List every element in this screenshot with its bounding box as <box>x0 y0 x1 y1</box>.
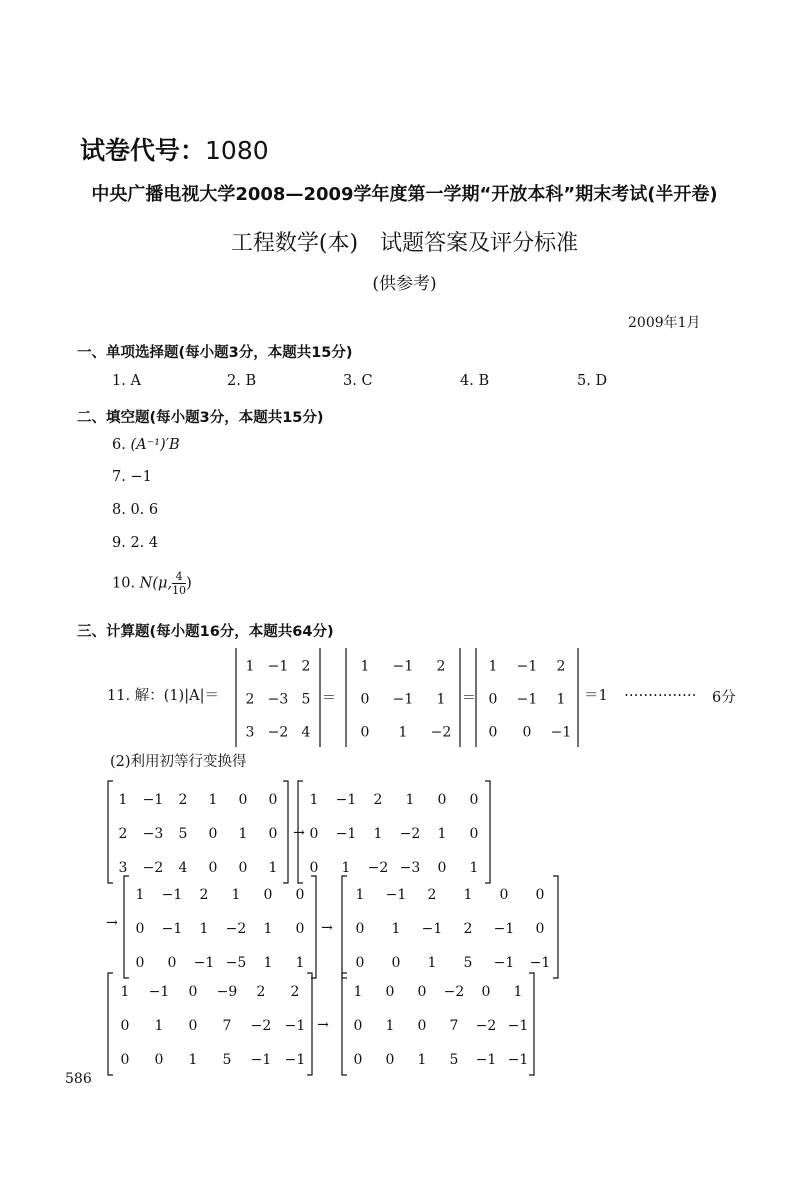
m2-cell-1-4: 1 <box>437 826 447 843</box>
m1-cell-1-5: 0 <box>268 826 278 843</box>
det1-cell-0-2: 2 <box>301 658 311 675</box>
det2-cell-0-0: 1 <box>360 658 370 675</box>
m5-cell-2-3: 5 <box>222 1052 232 1069</box>
part2-text: (2)利用初等行变换得 <box>110 754 247 770</box>
m6-cell-0-2: 0 <box>417 984 427 1001</box>
m5-cell-0-3: −9 <box>216 984 238 1001</box>
m1-cell-2-3: 0 <box>208 860 218 877</box>
exam-code-label: 试卷代号： <box>80 136 206 165</box>
exam-header: 中央广播电视大学2008—2009学年度第一学期“开放本科”期末考试(半开卷) <box>91 184 718 205</box>
m4-cell-0-4: 0 <box>499 887 509 904</box>
det1-cell-1-0: 2 <box>245 691 255 708</box>
det3-cell-2-1: 0 <box>522 724 532 741</box>
m3-cell-0-4: 0 <box>263 887 273 904</box>
score-dots: …………… <box>624 684 697 700</box>
m2-cell-0-5: 0 <box>469 792 479 809</box>
m1-cell-1-0: 2 <box>118 826 128 843</box>
q11-label: 11. 解：(1)|A|＝ <box>107 688 219 704</box>
m2-right-bracket <box>485 781 490 883</box>
m4-cell-1-2: −1 <box>421 921 443 938</box>
m4-cell-2-2: 1 <box>427 955 437 972</box>
m6-cell-1-0: 0 <box>353 1018 363 1035</box>
m6-cell-2-2: 1 <box>417 1052 427 1069</box>
m3-cell-2-1: 0 <box>167 955 177 972</box>
reference-note: (供参考) <box>372 274 437 294</box>
page-number: 586 <box>65 1071 92 1087</box>
m5-cell-1-4: −2 <box>250 1018 272 1035</box>
m5-left-bracket <box>108 973 113 1075</box>
answer-1: 1. A <box>112 373 141 389</box>
equals-sign-1: ＝ <box>322 690 336 707</box>
q10-fraction-denominator: 10 <box>172 584 187 597</box>
det3-cell-1-2: 1 <box>556 691 566 708</box>
m6-cell-0-0: 1 <box>353 984 363 1001</box>
m5-cell-0-0: 1 <box>120 984 130 1001</box>
q10-prefix: N(μ, <box>139 575 173 592</box>
m3-cell-0-1: −1 <box>161 887 183 904</box>
m2-cell-0-3: 1 <box>405 792 415 809</box>
m3-cell-0-2: 2 <box>199 887 209 904</box>
m1-cell-2-4: 0 <box>238 860 248 877</box>
fill-answer-9: 9. 2. 4 <box>112 535 159 551</box>
m4-cell-1-5: 0 <box>535 921 545 938</box>
m4-cell-0-1: −1 <box>385 887 407 904</box>
m3-cell-1-2: 1 <box>199 921 209 938</box>
m5-cell-2-1: 0 <box>154 1052 164 1069</box>
m4-left-bracket <box>342 876 347 978</box>
m1-cell-0-3: 1 <box>208 792 218 809</box>
m6-cell-0-5: 1 <box>513 984 523 1001</box>
m4-cell-1-1: 1 <box>391 921 401 938</box>
m6-cell-2-3: 5 <box>449 1052 459 1069</box>
m3-left-bracket <box>124 876 129 978</box>
m2-cell-2-5: 1 <box>469 860 479 877</box>
m2-cell-2-3: −3 <box>399 860 421 877</box>
m6-cell-1-1: 1 <box>385 1018 395 1035</box>
det1-cell-0-1: −1 <box>267 658 289 675</box>
m5-cell-2-0: 0 <box>120 1052 130 1069</box>
det2-cell-2-0: 0 <box>360 724 370 741</box>
m6-cell-2-0: 0 <box>353 1052 363 1069</box>
det2-cell-0-2: 2 <box>436 658 446 675</box>
m2-cell-1-2: 1 <box>373 826 383 843</box>
m2-cell-2-0: 0 <box>309 860 319 877</box>
m4-cell-0-3: 1 <box>463 887 473 904</box>
section3-title: 三、计算题(每小题16分，本题共64分) <box>77 624 334 640</box>
m2-cell-0-2: 2 <box>373 792 383 809</box>
m5-cell-2-2: 1 <box>188 1052 198 1069</box>
det1-cell-1-2: 5 <box>301 691 311 708</box>
answer-2: 2. B <box>227 373 257 389</box>
m4-cell-2-1: 0 <box>391 955 401 972</box>
det-result: ＝1 <box>584 688 608 704</box>
m6-cell-2-4: −1 <box>475 1052 497 1069</box>
m1-cell-2-5: 1 <box>268 860 278 877</box>
m1-cell-2-1: −2 <box>142 860 164 877</box>
m4-cell-2-5: −1 <box>529 955 551 972</box>
m6-cell-1-3: 7 <box>449 1018 459 1035</box>
m6-cell-0-4: 0 <box>481 984 491 1001</box>
m2-cell-0-0: 1 <box>309 792 319 809</box>
m5-cell-0-5: 2 <box>290 984 300 1001</box>
det3-cell-1-1: −1 <box>516 691 538 708</box>
m6-cell-0-3: −2 <box>443 984 465 1001</box>
m4-cell-1-4: −1 <box>493 921 515 938</box>
det1-cell-2-1: −2 <box>267 724 289 741</box>
m2-cell-1-1: −1 <box>335 826 357 843</box>
m5-cell-0-2: 0 <box>188 984 198 1001</box>
m1-cell-1-3: 0 <box>208 826 218 843</box>
m4-cell-1-3: 2 <box>463 921 473 938</box>
det2-cell-1-1: −1 <box>392 691 414 708</box>
m3-cell-1-1: −1 <box>161 921 183 938</box>
equals-sign-2: ＝ <box>462 690 476 707</box>
subject-title: 工程数学(本) 试题答案及评分标准 <box>230 231 579 256</box>
det1-cell-0-0: 1 <box>245 658 255 675</box>
m1-cell-0-1: −1 <box>142 792 164 809</box>
arrow-3: → <box>321 920 333 936</box>
m4-cell-2-4: −1 <box>493 955 515 972</box>
m5-cell-1-2: 0 <box>188 1018 198 1035</box>
m4-cell-0-2: 2 <box>427 887 437 904</box>
det3-cell-2-0: 0 <box>488 724 498 741</box>
det2-cell-2-1: 1 <box>398 724 408 741</box>
m5-cell-0-1: −1 <box>148 984 170 1001</box>
det1-cell-2-0: 3 <box>245 724 255 741</box>
m6-cell-1-2: 0 <box>417 1018 427 1035</box>
m6-left-bracket <box>342 973 347 1075</box>
det3-cell-0-1: −1 <box>516 658 538 675</box>
answer-4: 4. B <box>460 373 490 389</box>
m2-cell-0-4: 0 <box>437 792 447 809</box>
exam-code-number: 1080 <box>205 136 269 165</box>
m3-cell-2-5: 1 <box>295 955 305 972</box>
m2-cell-2-2: −2 <box>367 860 389 877</box>
m5-right-bracket <box>307 973 312 1075</box>
m1-cell-2-2: 4 <box>178 860 188 877</box>
m3-cell-1-3: −2 <box>225 921 247 938</box>
m4-cell-2-0: 0 <box>355 955 365 972</box>
m1-cell-0-5: 0 <box>268 792 278 809</box>
m1-right-bracket <box>283 781 288 883</box>
m2-cell-0-1: −1 <box>335 792 357 809</box>
m5-cell-0-4: 2 <box>256 984 266 1001</box>
m3-cell-1-4: 1 <box>263 921 273 938</box>
m6-cell-2-5: −1 <box>507 1052 529 1069</box>
m1-cell-0-0: 1 <box>118 792 128 809</box>
arrow-4: → <box>317 1017 329 1033</box>
det3-cell-0-2: 2 <box>556 658 566 675</box>
m3-cell-1-0: 0 <box>135 921 145 938</box>
m3-cell-0-3: 1 <box>231 887 241 904</box>
section1-title: 一、单项选择题(每小题3分，本题共15分) <box>77 345 353 361</box>
m2-cell-2-4: 0 <box>437 860 447 877</box>
m5-cell-1-3: 7 <box>222 1018 232 1035</box>
m3-cell-0-0: 1 <box>135 887 145 904</box>
det3-cell-2-2: −1 <box>550 724 572 741</box>
m6-cell-2-1: 0 <box>385 1052 395 1069</box>
m5-cell-2-5: −1 <box>284 1052 306 1069</box>
det2-cell-2-2: −2 <box>430 724 452 741</box>
m1-cell-0-4: 0 <box>238 792 248 809</box>
m2-cell-1-5: 0 <box>469 826 479 843</box>
m6-cell-1-4: −2 <box>475 1018 497 1035</box>
m1-cell-0-2: 2 <box>178 792 188 809</box>
m4-right-bracket <box>553 876 558 978</box>
fill-answer-8: 8. 0. 6 <box>112 502 159 518</box>
m4-cell-2-3: 5 <box>463 955 473 972</box>
m3-cell-1-5: 0 <box>295 921 305 938</box>
det2-cell-1-0: 0 <box>360 691 370 708</box>
det1-cell-1-1: −3 <box>267 691 289 708</box>
m3-cell-2-3: −5 <box>225 955 247 972</box>
m2-cell-1-3: −2 <box>399 826 421 843</box>
q10-number: 10. <box>112 575 136 592</box>
m3-cell-2-4: 1 <box>263 955 273 972</box>
m6-cell-0-1: 0 <box>385 984 395 1001</box>
m1-cell-1-1: −3 <box>142 826 164 843</box>
m2-cell-2-1: 1 <box>341 860 351 877</box>
m5-cell-2-4: −1 <box>250 1052 272 1069</box>
m3-cell-2-0: 0 <box>135 955 145 972</box>
m5-cell-1-1: 1 <box>154 1018 164 1035</box>
q10-suffix: ) <box>186 575 192 592</box>
fill-answer-7: 7. −1 <box>112 469 152 485</box>
m4-cell-0-0: 1 <box>355 887 365 904</box>
m6-cell-1-5: −1 <box>507 1018 529 1035</box>
det3-cell-1-0: 0 <box>488 691 498 708</box>
arrow-1: → <box>293 825 305 841</box>
answer-3: 3. C <box>343 373 373 389</box>
section2-title: 二、填空题(每小题3分，本题共15分) <box>77 410 324 426</box>
det1-cell-2-2: 4 <box>301 724 311 741</box>
m5-cell-1-5: −1 <box>284 1018 306 1035</box>
answer-5: 5. D <box>577 373 608 389</box>
m3-cell-0-5: 0 <box>295 887 305 904</box>
m4-cell-1-0: 0 <box>355 921 365 938</box>
m1-left-bracket <box>108 781 113 883</box>
m2-cell-1-0: 0 <box>309 826 319 843</box>
m1-cell-1-4: 1 <box>238 826 248 843</box>
m3-right-bracket <box>311 876 316 978</box>
q10-fraction-numerator: 4 <box>172 570 186 584</box>
det2-cell-1-2: 1 <box>436 691 446 708</box>
det2-cell-0-1: −1 <box>392 658 414 675</box>
exam-date: 2009年1月 <box>628 315 701 331</box>
m5-cell-1-0: 0 <box>120 1018 130 1035</box>
m1-cell-2-0: 3 <box>118 860 128 877</box>
arrow-2: → <box>106 915 118 931</box>
m3-cell-2-2: −1 <box>193 955 215 972</box>
m4-cell-0-5: 0 <box>535 887 545 904</box>
q6-expression: (A⁻¹)′B <box>130 437 180 453</box>
q6-number: 6. <box>112 437 126 453</box>
det3-cell-0-0: 1 <box>488 658 498 675</box>
m6-right-bracket <box>529 973 534 1075</box>
score-label: 6分 <box>712 690 736 706</box>
m1-cell-1-2: 5 <box>178 826 188 843</box>
